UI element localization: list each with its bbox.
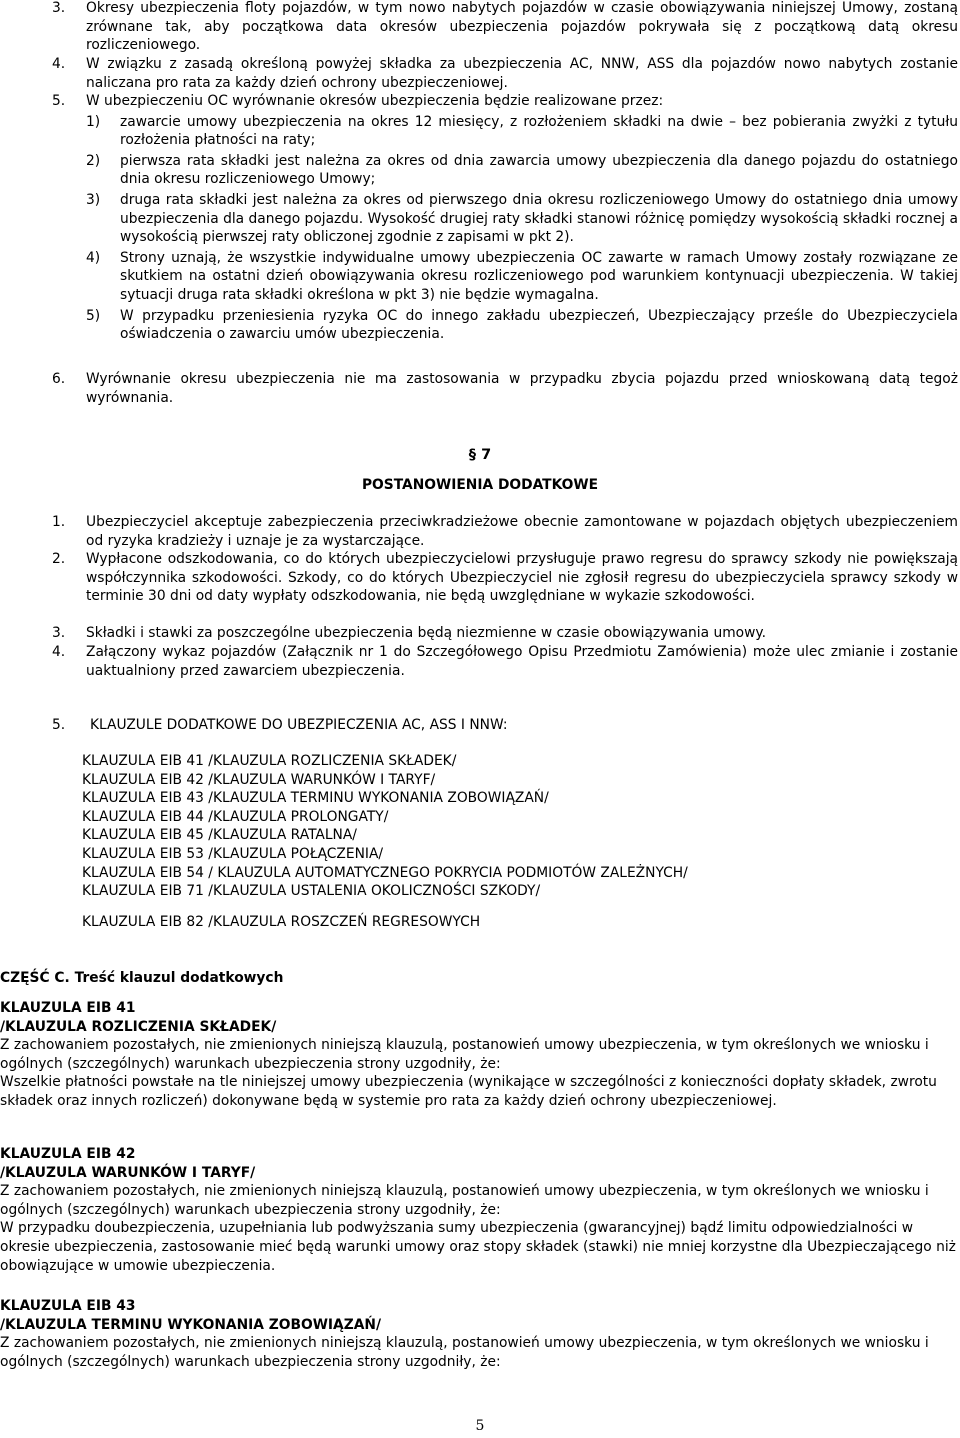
item-text: Załączony wykaz pojazdów (Załącznik nr 1 do Szczegółowego Opisu Przedmiotu Zamówienia) może ulec zmianie i zostanie uaktualniony przed zawarciem ubezpieczenia. [86, 644, 958, 679]
list-item [52, 55, 958, 92]
clause-list-item: KLAUZULA EIB 43 /KLAUZULA TERMINU WYKONANIA ZOBOWIĄZAŃ/ [82, 790, 549, 807]
item-text: W związku z zasadą określoną powyżej składka za ubezpieczenia AC, NNW, ASS dla pojazdów nowo nabytych zostanie naliczana pro rata za każdy dzień ochrony ubezpieczeniowej. [86, 56, 958, 91]
item-text: Składki i stawki za poszczególne ubezpieczenia będą niezmienne w czasie obowiązywania umowy. [86, 625, 766, 641]
item-number: 3. [52, 625, 66, 641]
sub-item-text: zawarcie umowy ubezpieczenia na okres 12 miesięcy, z rozłożeniem składki na dwie – bez pobierania zwyżki z tytułu rozłożenia płatności na raty; [120, 113, 958, 149]
list-item [52, 92, 958, 344]
sub-item [86, 191, 958, 247]
sub-item-number: 2) [86, 152, 101, 169]
list-item [52, 370, 958, 407]
clause-heading: KLAUZULA EIB 42 [0, 1146, 136, 1162]
clause-heading: KLAUZULA EIB 41 [0, 1000, 136, 1016]
item-text: Wypłacone odszkodowania, co do których ubezpieczycielowi przysługuje prawo regresu do sprawcy szkody nie powiększają współczynnika szkodowości. Szkody, co do których Ubezpieczyciel nie zgłosił regresu do ubezpieczyciela sprawcy szkody w terminie 30 dni od daty wypłaty odszkodowania, nie będą uwzględniane w wykazie szkodowości. [86, 551, 958, 605]
item-number: 5. [52, 93, 66, 109]
item-number: 2. [52, 551, 66, 567]
clause-body: W przypadku doubezpieczenia, uzupełniania lub podwyższania sumy ubezpieczenia (gwarancyjnej) bądź limitu odpowiedzialności w okresie ubezpieczenia, zastosowanie mieć będą warunki umowy oraz stopy składek (stawki) nie mniej korzystne dla Ubezpieczającego niż obowiązujące w umowie ubezpieczenia. [0, 1220, 956, 1274]
clause-list-item: KLAUZULA EIB 42 /KLAUZULA WARUNKÓW I TARYF/ [82, 771, 436, 788]
item-number: 3. [52, 0, 66, 16]
clause-body: Wszelkie płatności powstałe na tle niniejszej umowy ubezpieczenia (wynikające w szczególności z konieczności dopłaty składek, zwrotu składek oraz innych rozliczeń) dokonywane będą w systemie pro rata za każdy dzień ochrony ubezpieczeniowej. [0, 1074, 937, 1109]
list-item [52, 643, 958, 680]
list-item [52, 550, 958, 606]
section-title: POSTANOWIENIA DODATKOWE [361, 477, 599, 493]
sub-item-text: pierwsza rata składki jest należna za okres od dnia zawarcia umowy ubezpieczenia dla danego pojazdu do ostatniego dnia okresu rozliczeniowego Umowy; [120, 152, 958, 188]
clause-intro: Z zachowaniem pozostałych, nie zmienionych niniejszą klauzulą, postanowień umowy ubezpieczenia, w tym określonych we wniosku i ogólnych (szczególnych) warunkach ubezpieczenia strony uzgodniły, że: [0, 1335, 929, 1370]
clause-list-item: KLAUZULA EIB 45 /KLAUZULA RATALNA/ [82, 827, 357, 844]
item-number: 4. [52, 644, 66, 660]
part-heading: CZĘŚĆ C. Treść klauzul dodatkowych [0, 970, 284, 986]
clause-subheading: /KLAUZULA ROZLICZENIA SKŁADEK/ [0, 1018, 277, 1035]
item-number: 4. [52, 56, 66, 72]
sub-item-number: 5) [86, 307, 101, 324]
item-number: 1. [52, 514, 66, 530]
sub-item-text: Strony uznają, że wszystkie indywidualne umowy ubezpieczenia OC zawarte w ramach Umowy zostały rozwiązane ze skutkiem na ostatni dzień obowiązywania okresu rozliczeniowego pod warunkiem kontynuacji ubezpieczenia. W takiej sytuacji druga rata składki określona w pkt 3) nie będzie wymagalna. [120, 249, 958, 303]
list-item [52, 0, 958, 55]
clause-block [0, 1145, 958, 1275]
clause-block [0, 999, 958, 1111]
sub-item [86, 307, 958, 344]
item-text: KLAUZULE DODATKOWE DO UBEZPIECZENIA AC, ASS I NNW: [90, 717, 508, 733]
clause-list [82, 752, 688, 901]
clause-list-item: KLAUZULA EIB 71 /KLAUZULA USTALENIA OKOLICZNOŚCI SZKODY/ [82, 883, 541, 900]
section-symbol: § 7 [468, 447, 492, 463]
clause-subheading: /KLAUZULA WARUNKÓW I TARYF/ [0, 1164, 256, 1181]
sub-item-number: 4) [86, 249, 101, 266]
item-text: Okresy ubezpieczenia floty pojazdów, w tym nowo nabytych pojazdów w czasie obowiązywania niniejszej Umowy, zostaną zrównane tak, aby początkowa data okresów ubezpieczenia pojazdów pokrywała się z początkową datą okresu rozliczeniowego. [86, 0, 958, 54]
clause-list-item: KLAUZULA EIB 44 /KLAUZULA PROLONGATY/ [82, 808, 389, 825]
sub-item-text: W przypadku przeniesienia ryzyka OC do innego zakładu ubezpieczeń, Ubezpieczający prześle do Ubezpieczyciela oświadczenia o zawarciu umów ubezpieczenia. [120, 307, 958, 343]
clause-list-item: KLAUZULA EIB 54 / KLAUZULA AUTOMATYCZNEGO POKRYCIA PODMIOTÓW ZALEŻNYCH/ [82, 864, 688, 881]
page-number: 5 [475, 1418, 485, 1434]
clause-list-item: KLAUZULA EIB 53 /KLAUZULA POŁĄCZENIA/ [82, 845, 384, 862]
list-item [52, 513, 958, 550]
clause-intro: Z zachowaniem pozostałych, nie zmienionych niniejszą klauzulą, postanowień umowy ubezpieczenia, w tym określonych we wniosku i ogólnych (szczególnych) warunkach ubezpieczenia strony uzgodniły, że: [0, 1183, 929, 1218]
sub-item [86, 113, 958, 150]
clause-subheading: /KLAUZULA TERMINU WYKONANIA ZOBOWIĄZAŃ/ [0, 1316, 382, 1333]
sub-item-text: druga rata składki jest należna za okres od pierwszego dnia okresu rozliczeniowego Umowy do ostatniego dnia umowy ubezpieczenia dla danego pojazdu. Wysokość drugiej raty składki stanowi różnicę pomiędzy wysokością składki rocznej a wysokością pierwszej raty obliczonej zgodnie z zapisami w pkt 2). [120, 191, 958, 246]
list-item [52, 624, 958, 643]
item-number: 6. [52, 371, 66, 387]
item-text: Wyrównanie okresu ubezpieczenia nie ma zastosowania w przypadku zbycia pojazdu przed wnioskowaną datą tegoż wyrównania. [86, 371, 958, 406]
clause-list-item: KLAUZULA EIB 82 /KLAUZULA ROSZCZEŃ REGRESOWYCH [82, 914, 481, 930]
sub-item-number: 1) [86, 113, 101, 130]
clause-heading: KLAUZULA EIB 43 [0, 1298, 136, 1314]
clause-block [0, 1297, 958, 1371]
sub-item [86, 249, 958, 305]
sub-item-number: 3) [86, 191, 101, 208]
sub-item [86, 152, 958, 189]
item-number: 5. [52, 717, 66, 733]
item-text: W ubezpieczeniu OC wyrównanie okresów ubezpieczenia będzie realizowane przez: [86, 93, 664, 109]
item-text: Ubezpieczyciel akceptuje zabezpieczenia przeciwkradzieżowe obecnie zamontowane w pojazdach objętych ubezpieczeniem od ryzyka kradzieży i uznaje je za wystarczające. [86, 514, 958, 549]
clause-intro: Z zachowaniem pozostałych, nie zmienionych niniejszą klauzulą, postanowień umowy ubezpieczenia, w tym określonych we wniosku i ogólnych (szczególnych) warunkach ubezpieczenia strony uzgodniły, że: [0, 1037, 929, 1072]
clause-list-item: KLAUZULA EIB 41 /KLAUZULA ROZLICZENIA SKŁADEK/ [82, 753, 457, 769]
list-item [52, 716, 958, 735]
